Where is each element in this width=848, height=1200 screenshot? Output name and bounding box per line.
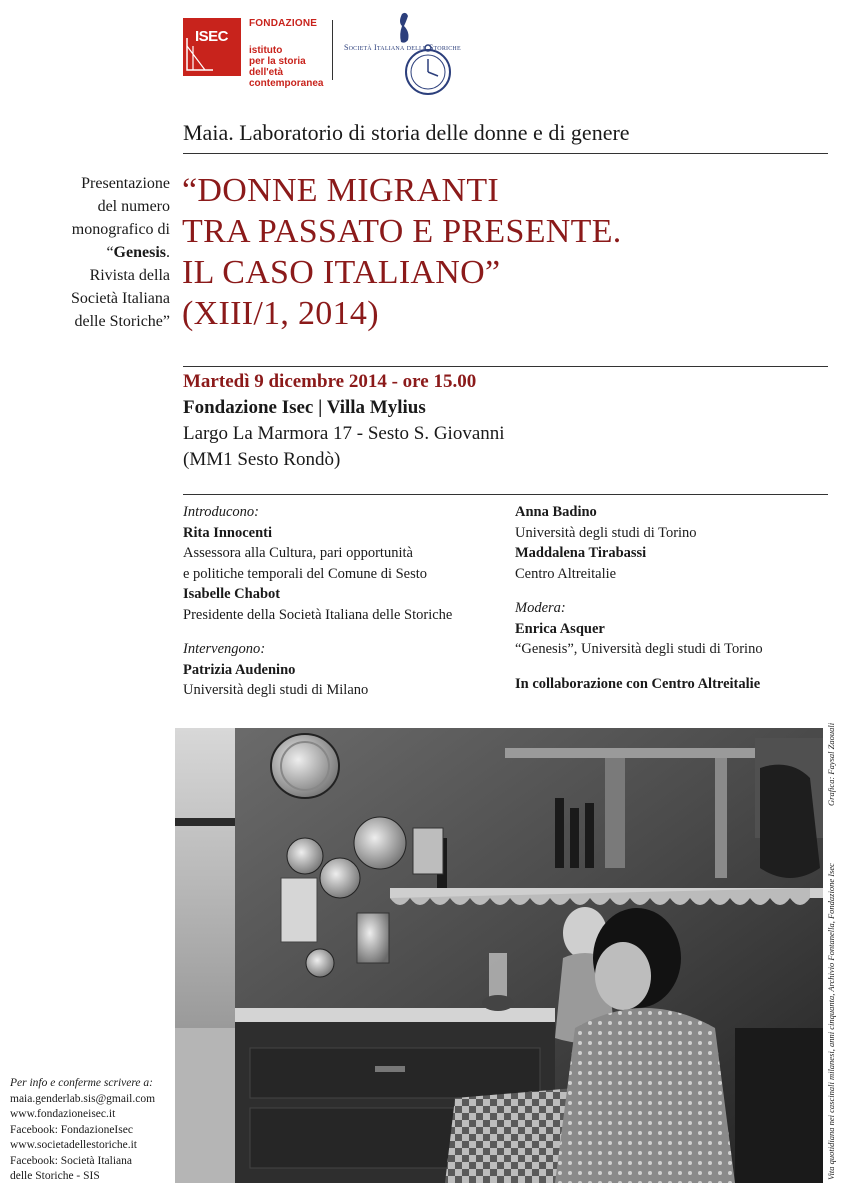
sis-emblem-icon xyxy=(344,10,474,100)
contact-website: www.societadellestoriche.it xyxy=(10,1139,137,1151)
photo-caption: Vita quotidiana nei cascinali milanesi, anni cinquanta, Archivio Fontanella, Fondazione Isec xyxy=(826,863,836,1180)
title-line: “DONNE MIGRANTI xyxy=(182,172,500,209)
logo-divider xyxy=(332,20,333,80)
journal-name: Genesis xyxy=(113,244,166,261)
section-label: Intervengono: xyxy=(183,641,266,657)
speaker-name: Rita Innocenti xyxy=(183,524,273,541)
speaker-name: Enrica Asquer xyxy=(515,620,605,637)
speaker-name: Anna Badino xyxy=(515,504,597,520)
event-address: Largo La Marmora 17 - Sesto S. Giovanni xyxy=(183,423,505,444)
graphic-credit: Grafica: Faysal Zaouali xyxy=(826,722,836,806)
note-line: Rivista della xyxy=(89,267,170,284)
isec-emblem-icon xyxy=(183,18,241,76)
event-metro: (MM1 Sesto Rondò) xyxy=(183,449,341,470)
isec-wordmark xyxy=(249,18,339,89)
speaker-role: Presidente della Società Italiana delle Storiche xyxy=(183,606,453,623)
contact-heading: Per info e conferme scrivere a: xyxy=(10,1077,153,1089)
journal-line xyxy=(30,241,170,264)
isec-logo xyxy=(183,18,339,89)
speaker-role: Centro Altreitalie xyxy=(515,565,617,582)
speaker-role: e politiche temporali del Comune di Sesto xyxy=(183,565,428,582)
presentation-note xyxy=(30,172,170,333)
note-line: Società Italiana xyxy=(70,290,170,307)
sis-name: Società Italiana delle Storiche xyxy=(344,43,461,52)
divider-rule xyxy=(183,494,828,495)
contact-facebook: Facebook: Società Italiana xyxy=(10,1154,132,1167)
divider-rule xyxy=(183,366,828,367)
speaker-name: Isabelle Chabot xyxy=(183,586,281,602)
historical-photo xyxy=(175,728,823,1183)
series-subtitle: Maia. Laboratorio di storia delle donne e di genere xyxy=(183,120,630,145)
title-line: TRA PASSATO E PRESENTE. xyxy=(182,213,622,250)
quote-mark: “ xyxy=(106,244,114,261)
section-label: Modera: xyxy=(515,600,566,616)
section-label: Introducono: xyxy=(183,504,259,520)
isec-line: per la storia xyxy=(249,56,306,67)
isec-line: istituto xyxy=(249,45,283,56)
isec-full-name xyxy=(249,45,339,89)
divider-rule xyxy=(183,153,828,154)
note-line: monografico di xyxy=(71,221,170,238)
speakers-right-column xyxy=(515,502,825,694)
kitchen-photo-image xyxy=(175,728,823,1183)
contact-website: www.fondazioneisec.it xyxy=(10,1108,116,1120)
journal-period: . xyxy=(166,244,170,261)
title-line: (XIII/1, 2014) xyxy=(182,295,379,332)
isec-short-name: ISEC xyxy=(195,28,229,45)
isec-fondazione-label: FONDAZIONE xyxy=(249,18,318,29)
isec-logo-mark xyxy=(183,18,241,76)
isec-line: dell'età xyxy=(249,67,284,78)
contact-facebook: delle Storiche - SIS xyxy=(10,1170,100,1182)
contact-email: maia.genderlab.sis@gmail.com xyxy=(10,1092,156,1105)
main-title xyxy=(182,170,622,334)
contact-facebook: Facebook: FondazioneIsec xyxy=(10,1123,133,1136)
speaker-name: Maddalena Tirabassi xyxy=(515,545,647,561)
speaker-role: Assessora alla Cultura, pari opportunità xyxy=(183,545,413,561)
collaboration-note: In collaborazione con Centro Altreitalie xyxy=(515,675,761,692)
speakers-left-column xyxy=(183,502,503,701)
event-venue: Fondazione Isec | Villa Mylius xyxy=(183,397,426,418)
speaker-role: Università degli studi di Torino xyxy=(515,524,697,541)
speaker-name: Patrizia Audenino xyxy=(183,661,296,678)
isec-line: contemporanea xyxy=(249,78,324,89)
event-date: Martedì 9 dicembre 2014 - ore 15.00 xyxy=(183,371,477,392)
speaker-role: Università degli studi di Milano xyxy=(183,682,369,698)
speaker-role: “Genesis”, Università degli studi di Torino xyxy=(515,641,763,657)
title-line: IL CASO ITALIANO” xyxy=(182,254,501,291)
note-line: Presentazione xyxy=(81,175,170,192)
contact-info xyxy=(10,1076,170,1185)
sis-logo xyxy=(344,10,474,100)
note-line: del numero xyxy=(97,198,170,215)
note-line: delle Storiche” xyxy=(74,313,170,330)
